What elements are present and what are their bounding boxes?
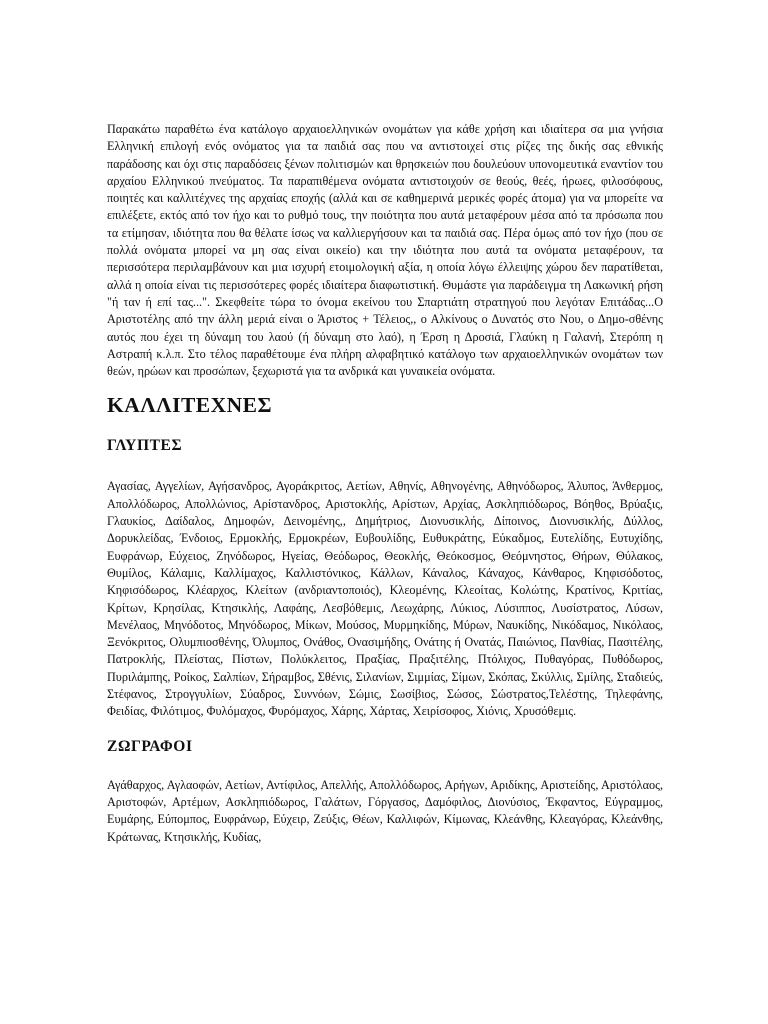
- main-heading: ΚΑΛΛΙΤΕΧΝΕΣ: [107, 393, 273, 418]
- section-heading-painters: ΖΩΓΡΑΦΟΙ: [107, 737, 193, 755]
- painters-name-list: Αγάθαρχος, Αγλαοφών, Αετίων, Αντίφιλος, Απελλής, Απολλόδωρος, Αρήγων, Αριδίκης, Αριστείδης, Αριστόλαος, Αριστοφών, Αρτέμων, Ασκληπιόδωρος, Γαλάτων, Γόργασος, Δαμόφιλος, Διονύσιος, Έκφαντος, Εύγραμμος, Ευμάρης, Εύπομπος, Ευφράνωρ, Εύχειρ, Ζεύξις, Θέων, Καλλιφών, Κίμωνας, Κλεάνθης, Κλεαγόρας, Κλεάνθης, Κράτωνας, Κτησικλής, Κυδίας,: [107, 777, 663, 844]
- section-heading-sculptors: ΓΛΥΠΤΕΣ: [107, 437, 183, 455]
- intro-paragraph: Παρακάτω παραθέτω ένα κατάλογο αρχαιοελληνικών ονομάτων για κάθε χρήση και ιδιαίτερα σα μια γνήσια Ελληνική επιλογή ενός ονόματος για τα παιδιά σας που να αντιστοιχεί στις ρίζες της δικής σας εθνικής παράδοσης και όχι στις παραδόσεις ξένων πολιτισμών και θρησκειών που δουλεύουν υπονομευτικά εναντίον του αρχαίου Ελληνικού πνεύματος. Τα παραπιθέμενα ονόματα αντιστοιχούν σε θεούς, θεές, ήρωες, φιλοσόφους, ποιητές και καλλιτέχνες της αρχαίας εποχής (αλλά και σε καθημερινά μερικές φορές άτομα) για να μπορείτε να επιλέξετε, εκτός από τον ήχο και το ρυθμό τους, την ποιότητα που αυτά μεταφέρουν μέσα από τα πρόσωπα που τα ετίμησαν, ιδιότητα που θα θέλατε ίσως να καλλιεργήσουν και τα παιδιά σας. Πέρα όμως από τον ήχο (που σε πολλά ονόματα μπορεί να μη σας είναι οικείο) και την ιδιότητα που αυτά τα ονόματα μεταφέρουν, τα περισσότερα περιλαμβάνουν και μια ισχυρή ετοιμολογική αξία, η οποία λόγω έλλειψης χώρου δεν παρατίθεται, αλλά η οποία είναι τις περισσότερες φορές ιδιαίτερα διαφωτιστική. Θυμάστε για παράδειγμα τη Λακωνική ρήση "ή ταν ή επί τας...". Σκεφθείτε τώρα το όνομα εκείνου του Σπαρτιάτη στρατηγού που λεγόταν Επιτάδας...Ο Αριστοτέλης από την άλλη μεριά είναι ο Άριστος + Τέλειος,, ο Αλκίνους ο Δυνατός στο Νου, ο Δημο-σθένης αυτός που έχει τη δύναμη του λαού (ή δύναμη στο λαό), η Έρση η Δροσιά, Γλαύκη η Γαλανή, Στερόπη η Αστραπή κ.λ.π. Στο τέλος παραθέτουμε ένα πλήρη αλφαβητικό κατάλογο των αρχαιοελληνικών ονομάτων των θεών, ηρώων και προσώπων, ξεχωριστά για τα ανδρικά και γυναικεία ονόματα.: [107, 122, 663, 379]
- sculptors-name-list: Αγασίας, Αγγελίων, Αγήσανδρος, Αγοράκριτος, Αετίων, Αθηνίς, Αθηνογένης, Αθηνόδωρος, Άλυπος, Άνθερμος, Απολλόδωρος, Απολλώνιος, Αρίστανδρος, Αριστοκλής, Αρίστων, Αρχίας, Ασκληπιόδωρος, Βόηθος, Βρύαξις, Γλαυκίος, Δαίδαλος, Δημοφών, Δεινομένης,, Δημήτριος, Διονυσικλής, Δίποινος, Διονυσικλής, Δύλλος, Δορυκλείδας, Ένδοιος, Ερμοκλής, Ερμοκρέων, Ευβουλίδης, Ευθυκράτης, Εύκαδμος, Ευτελίδης, Ευτυχίδης, Ευφράνωρ, Εύχειος, Ζηνόδωρος, Ηγείας, Θεόδωρος, Θεοκλής, Θεόκοσμος, Θεόμνηστος, Θήρων, Θύλακος, Θυμίλος, Κάλαμις, Καλλίμαχος, Καλλιστόνικος, Κάλλων, Κάναλος, Κάναχος, Κάνθαρος, Κηφισόδοτος, Κηφισόδωρος, Κλέαρχος, Κλείτων (ανδριαντοποιός), Κλεομένης, Κλεοίτας, Κολώτης, Κρατίνος, Κριτίας, Κρίτων, Κρησίλας, Κτησικλής, Λαφάης, Λεσβόθεμις, Λεωχάρης, Λύκιος, Λύσιππος, Λυσίστρατος, Λύσων, Μενέλαος, Μηνόδοτος, Μηνόδωρος, Μίκων, Μούσος, Μυρμηκίδης, Μύρων, Ναυκίδης, Νικόδαμος, Νικόλαος, Ξενόκριτος, Ολυμπιοσθένης, Όλυμπος, Ονάθος, Ονασιμήδης, Ονάτης ή Ονατάς, Παιώνιος, Πανθίας, Πασιτέλης, Πατροκλής, Πλείστας, Πίστων, Πολύκλειτος, Πραξίας, Πραξιτέλης, Πτόλιχος, Πυθαγόρας, Πυθόδωρος, Πυριλάμπης, Ροίκος, Σαλπίων, Σήραμβος, Σθένις, Σιλανίων, Σιμμίας, Σίμων, Σκόπας, Σκύλλις, Σμίλης, Σταδιεύς, Στέφανος, Στρογγυλίων, Σύαδρος, Συννόων, Σώμις, Σωσίβιος, Σώσος, Σώστρατος,Τελέστης, Τηλεφάνης, Φειδίας, Φιλότιμος, Φυλόμαχος, Φυρόμαχος, Χάρης, Χάρτας, Χειρίσοφος, Χιόνις, Χρυσόθεμις.: [107, 479, 663, 719]
- document-content: [107, 121, 663, 846]
